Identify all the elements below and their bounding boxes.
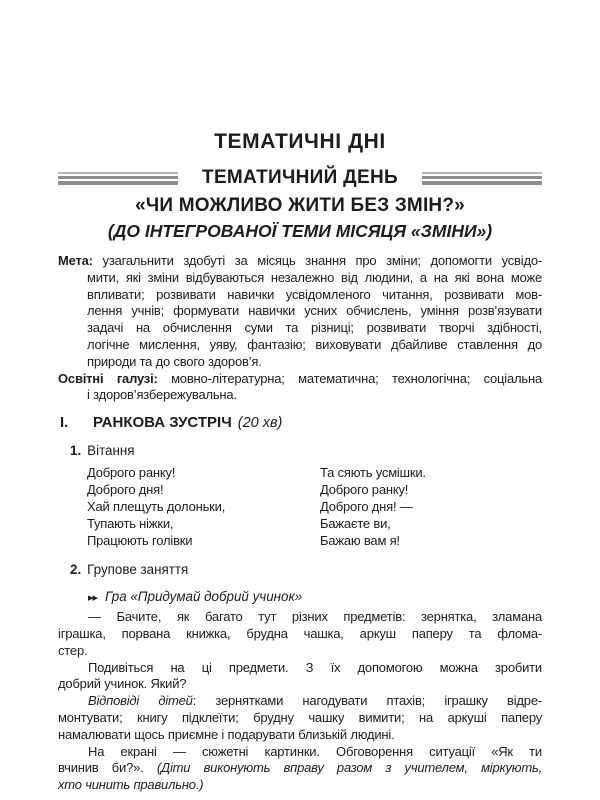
paragraph-line: добрий учинок. Який?: [58, 676, 187, 692]
greeting-column-right: [320, 464, 426, 549]
meta-line: Мета: узагальнити здобуті за місяць знання про зміни; допомогти усвідо-: [58, 253, 542, 268]
paragraph-line: монтувати; книгу підклеїти; брудну чашку вимити; на аркуші паперу: [58, 709, 542, 725]
meta-line: логічне мислення, уяву, фантазію; виховувати дбайливе ставлення до: [87, 336, 542, 352]
meta-line: лення учнів; формувати навички усних обчислень, уміння розв’язувати: [87, 303, 542, 319]
verse-line: Бажаю вам я!: [320, 533, 400, 549]
day-subtitle: (ДО ІНТЕГРОВАНОЇ ТЕМИ МІСЯЦЯ «ЗМІНИ»): [107, 221, 493, 241]
section-heading-morning-meeting: [58, 414, 542, 431]
game-title: Гра «Придумай добрий учинок»: [105, 589, 303, 605]
item-greeting: [58, 442, 542, 459]
page-title: ТЕМАТИЧНІ ДНІ: [214, 130, 386, 153]
item-number: 2.: [70, 562, 82, 578]
paragraph-children-answers: [58, 693, 542, 743]
paragraph-line: На екрані — сюжетні картинки. Обговорення ситуації «Як ти: [88, 743, 542, 759]
meta-label: Мета:: [58, 253, 93, 268]
verse-line: Працюють голівки: [87, 533, 193, 549]
paragraph-line: стер.: [58, 642, 88, 658]
paragraph-objects: [58, 609, 542, 659]
verse-line: Тупають ніжки,: [87, 516, 174, 532]
verse-line: Хай плещуть долоньки,: [87, 499, 226, 515]
thematic-day-title: ТЕМАТИЧНИЙ ДЕНЬ: [202, 167, 398, 188]
double-rule-right: [422, 172, 542, 185]
meta-line: мити, які зміни відбуваються незалежно від людини, а на які вона може: [87, 269, 542, 285]
paragraph-line: Відповіді дітей: зернятками нагодувати птахів; іграшку відре-: [88, 693, 542, 709]
meta-paragraph: [58, 253, 542, 371]
greeting-verse: [58, 464, 542, 549]
item-label: Вітання: [87, 443, 135, 459]
paragraph-look-at-objects: [58, 660, 542, 694]
paragraph-line: Подивіться на ці предмети. З їх допомогою можна зробити: [88, 659, 542, 675]
edu-fields-line: і здоров’язбережувальна.: [87, 387, 237, 403]
verse-line: Доброго дня! —: [320, 499, 413, 515]
game-bullet-icon: ▸▸: [88, 591, 98, 605]
meta-line: задачі на обчислення суми та різниці; розвивати творчі здібності,: [87, 320, 542, 336]
edu-fields-line: Освітні галузі: мовно-літературна; математична; технологічна; соціальна: [58, 370, 542, 386]
paragraph-line: хто чинить правильно.): [58, 777, 204, 793]
greeting-column-left: [87, 464, 320, 549]
verse-line: Доброго ранку!: [320, 482, 409, 498]
paragraph-line: вчинив би?». (Діти виконують вправу разом з учителем, міркують,: [58, 760, 542, 776]
section-title: РАНКОВА ЗУСТРІЧ: [93, 414, 232, 432]
item-number: 1.: [70, 443, 82, 459]
double-rule-left: [58, 172, 178, 185]
answers-label: Відповіді дітей: [88, 693, 193, 709]
verse-line: Доброго ранку!: [87, 465, 176, 481]
paragraph-line: іграшка, порвана книжка, брудна чашка, аркуш паперу та флома-: [58, 625, 542, 641]
thematic-day-header: [58, 167, 542, 189]
verse-line: Доброго дня!: [87, 482, 164, 498]
paragraph-line: — Бачите, як багато тут різних предметів: зернятка, зламана: [88, 609, 542, 625]
game-title-line: [58, 588, 542, 606]
item-group-activity: [58, 561, 542, 578]
verse-line: Та сяють усмішки.: [320, 465, 426, 481]
meta-line: впливати; розвивати навички усвідомленого читання, розвивати мов-: [87, 286, 542, 302]
paragraph-screen-discussion: [58, 744, 542, 794]
verse-line: Бажаєте ви,: [320, 516, 391, 532]
item-label: Групове заняття: [87, 562, 189, 578]
edu-fields-paragraph: [58, 371, 542, 405]
meta-line: природи та до свого здоров’я.: [87, 353, 262, 369]
paragraph-line: намалювати щось приємне і подарувати близькій людині.: [58, 726, 395, 742]
section-duration: (20 хв): [237, 415, 283, 432]
section-number: I.: [60, 414, 69, 432]
day-question: «ЧИ МОЖЛИВО ЖИТИ БЕЗ ЗМІН?»: [135, 195, 465, 216]
edu-fields-label: Освітні галузі:: [58, 370, 158, 386]
